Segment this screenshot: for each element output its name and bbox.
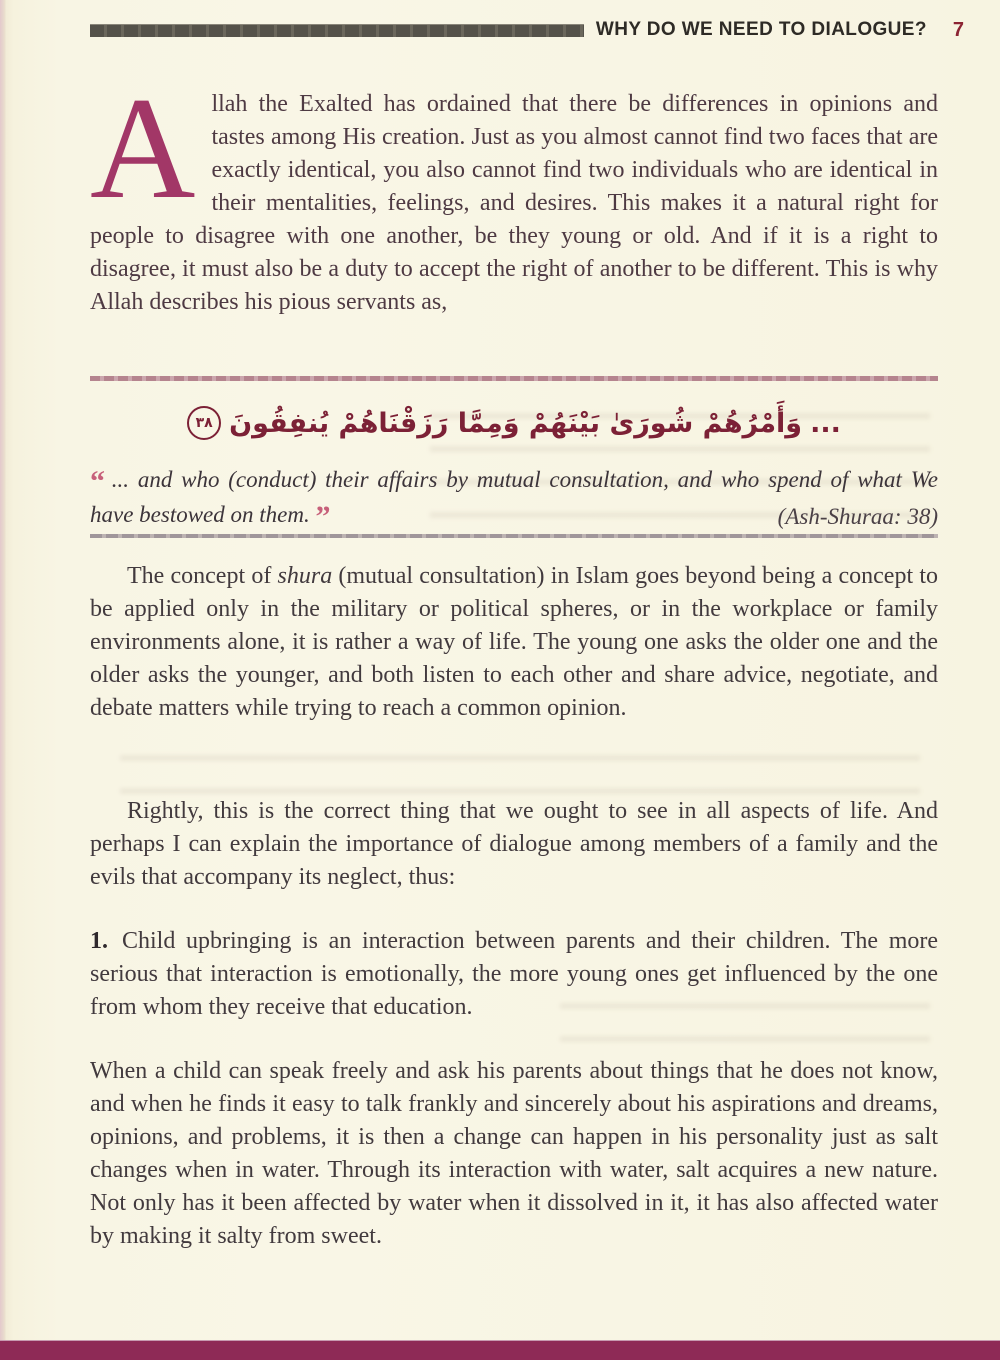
intro-text: llah the Exalted has ordained that there be differences in opinions and tastes among His creation. Just as you almost cannot find two faces that are exactly identical, you also cannot find two individuals who are identical in their mentalities, feelings, and desires. This makes it a natural right for people to disagree with one another, be they young or old. And if it is a right to disagree, it must also be a duty to accept the right of another to be different. This is why Allah describes his pious servants as, — [90, 91, 938, 315]
paragraph-child-text: Child upbringing is an interaction between parents and their children. The more serious that interaction is emotionally, the more young ones get influenced by the one from whom they receive that education. — [90, 928, 938, 1020]
open-quote-icon: “ — [90, 465, 103, 498]
decorative-rule-bottom — [90, 534, 938, 538]
drop-cap: A — [90, 67, 196, 229]
term-shura: shura — [277, 563, 333, 589]
quran-verse-arabic — [90, 394, 938, 452]
footer-color-band — [0, 1341, 1000, 1360]
paragraph-child-upbringing — [90, 925, 938, 1024]
paragraph-shura-after: (mutual consultation) in Islam goes beyond being a concept to be applied only in the military or political spheres, or in the workplace or family environments alone, it is rather a way of life. The young one asks the older one and the older asks the younger, and both listen to each other and share advice, negotiate, and debate matters while trying to reach a common opinion. — [90, 563, 938, 721]
ayah-number: ٣٨ — [195, 415, 213, 431]
list-item-number: 1. — [90, 928, 108, 954]
chapter-title: WHY DO WE NEED TO DIALOGUE? — [595, 19, 927, 40]
print-bleedthrough — [120, 742, 920, 802]
close-quote-icon: ” — [315, 500, 329, 533]
paragraph-shura — [90, 560, 938, 725]
page-header — [90, 20, 964, 40]
verse-ellipsis: ... — [810, 407, 841, 439]
header-rule-bar — [90, 24, 584, 37]
verse-reference: (Ash-Shuraa: 38) — [777, 504, 938, 529]
paragraph-shura-before: The concept of — [127, 563, 278, 589]
decorative-rule-top — [90, 376, 938, 381]
page-number: 7 — [952, 18, 964, 41]
verse-translation-quote — [90, 462, 938, 532]
quote-text: ... and who (conduct) their affairs by mutual consultation, and who spend of what We have bestowed on them. — [90, 467, 938, 527]
paragraph-salt-analogy: When a child can speak freely and ask his parents about things that he does not know, and when he finds it easy to talk frankly and sincerely about his aspirations and dreams, opinions, and problems, it is then a change can happen in his personality just as salt changes when in water. Through its interaction with water, salt acquires a new nature. Not only has it been affected by water when it dissolved in it, it has also affected water by making it salty from sweet. — [90, 1058, 938, 1249]
ayah-number-circle — [187, 406, 221, 440]
paragraph-rightly: Rightly, this is the correct thing that we ought to see in all aspects of life. And perhaps I can explain the importance of dialogue among members of a family and the evils that accompany its neglect, thus: — [90, 798, 938, 890]
intro-paragraph — [90, 67, 938, 319]
verse-text: وَأَمْرُهُمْ شُورَىٰ بَيْنَهُمْ وَمِمَّا رَزَقْنَاهُمْ يُنفِقُونَ — [229, 407, 803, 439]
